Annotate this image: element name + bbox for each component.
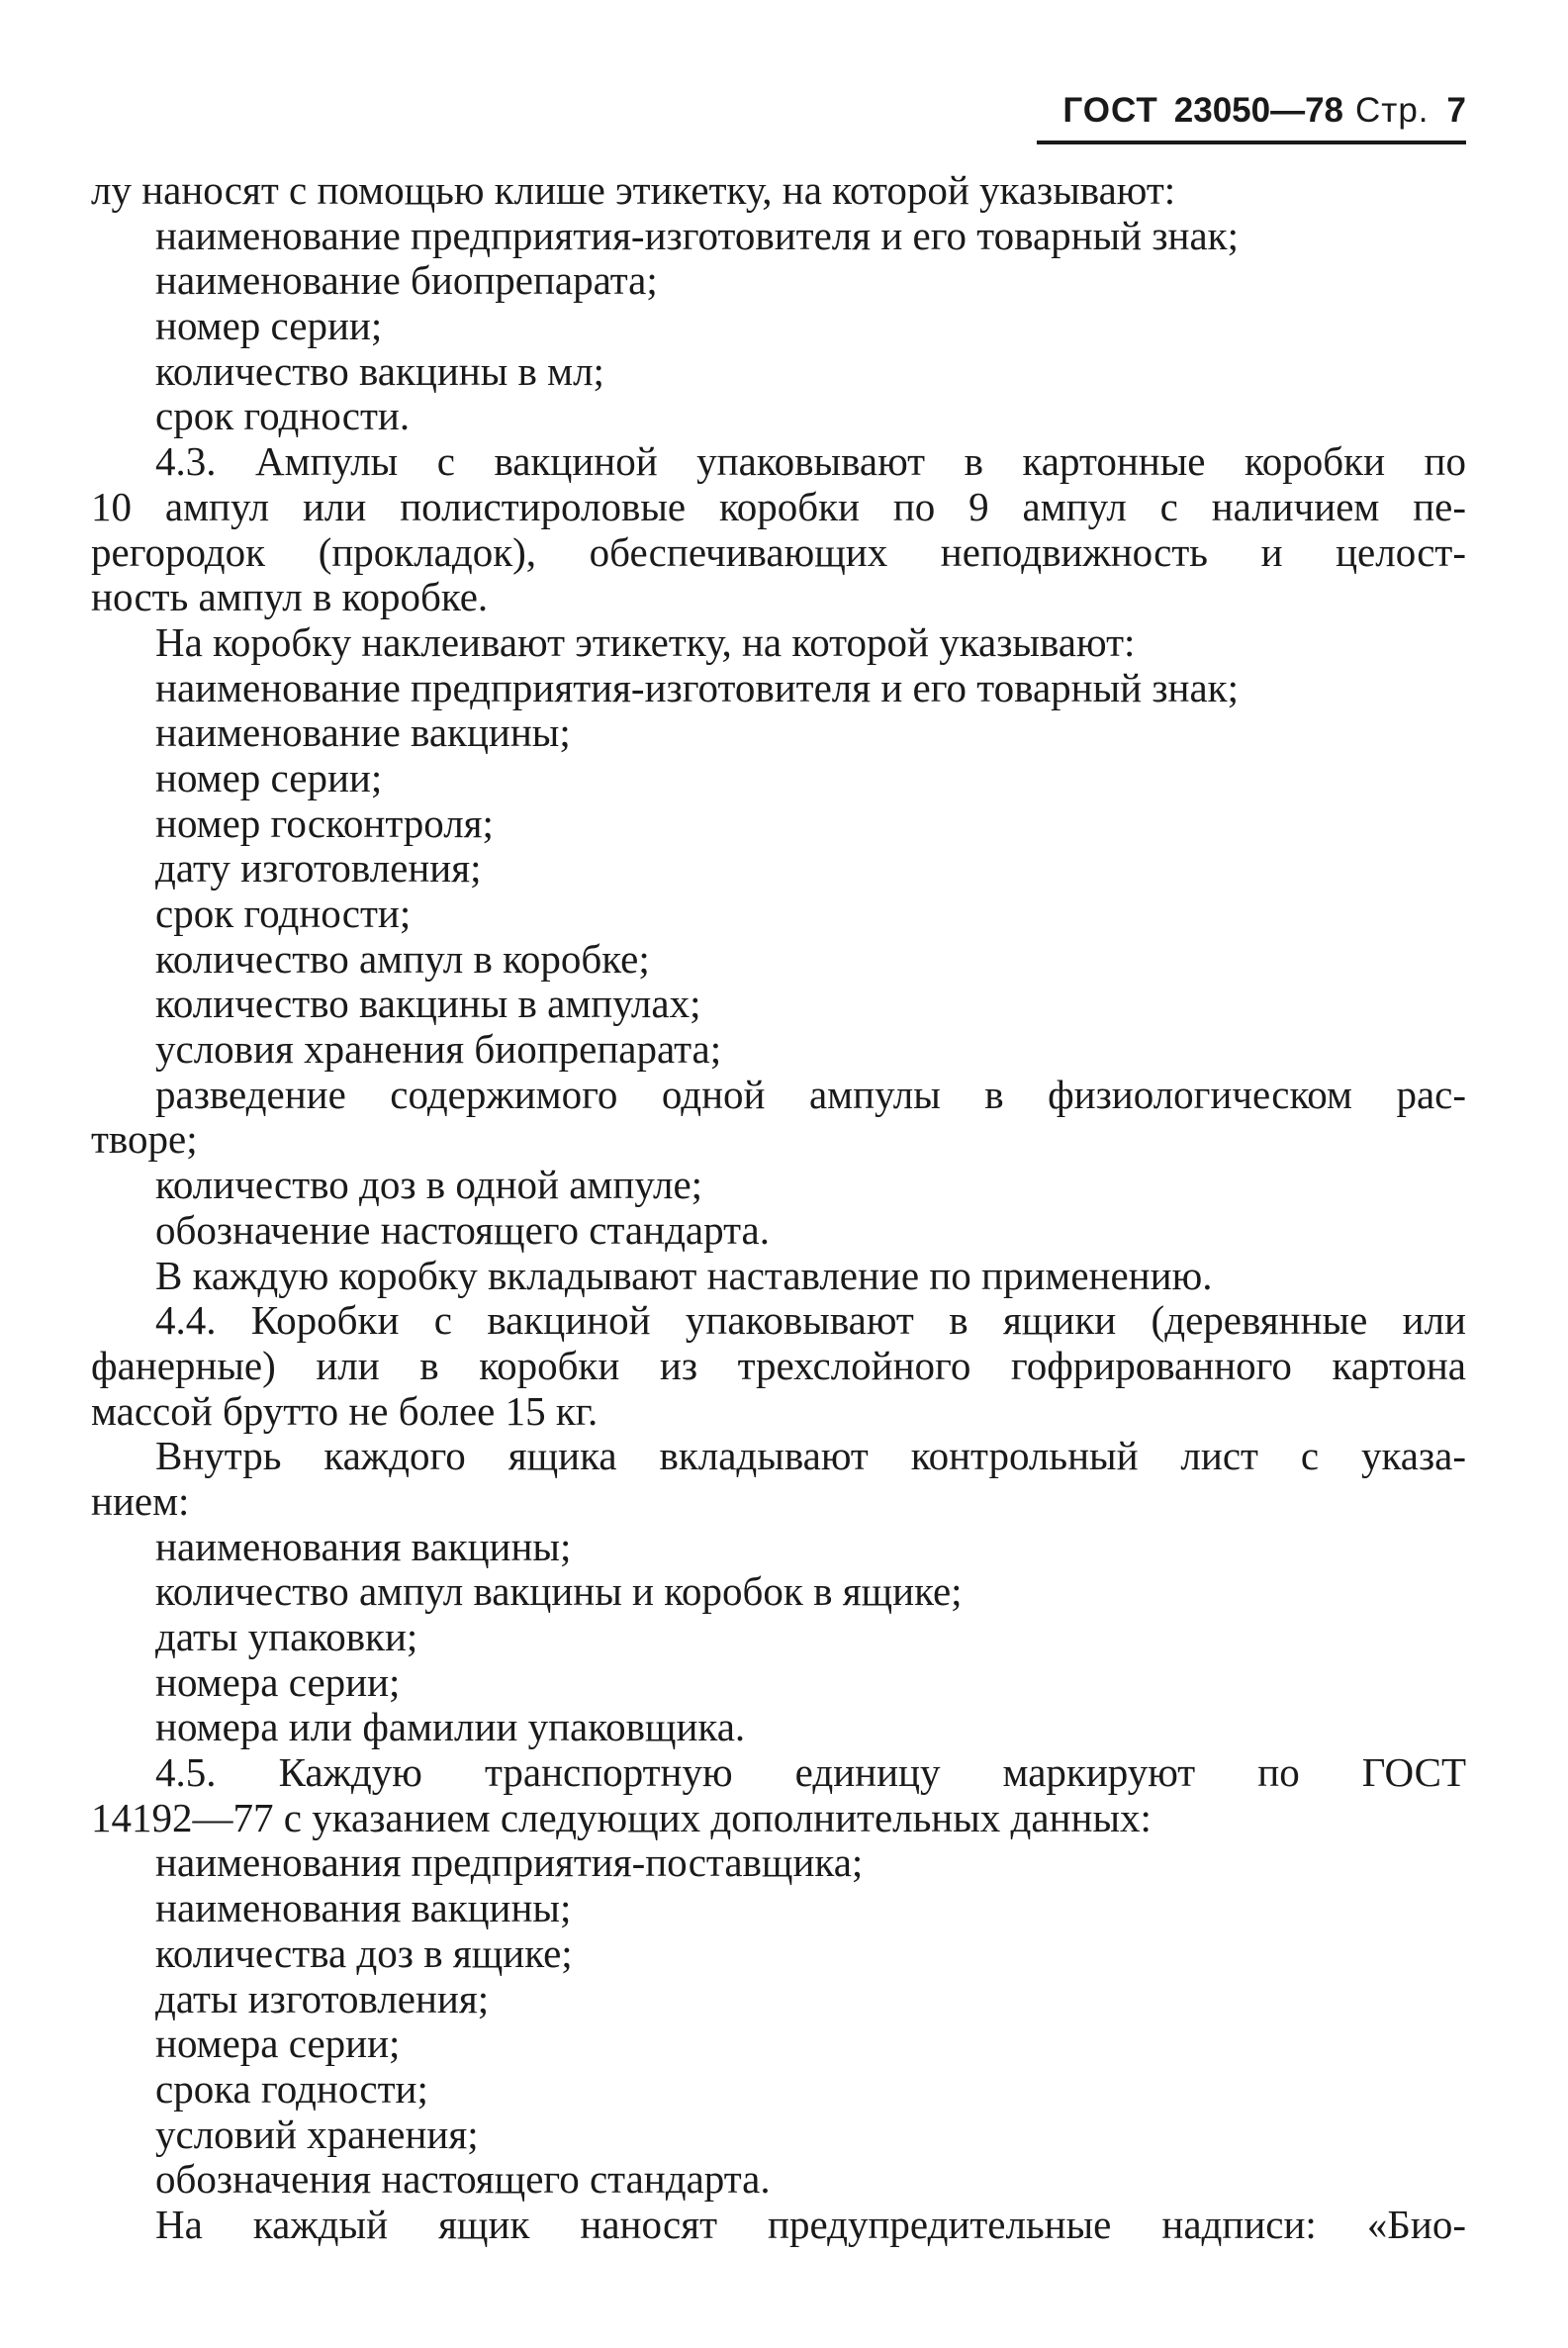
text-line: номер серии; (155, 303, 383, 349)
text-line: номера или фамилии упаковщика. (155, 1704, 746, 1750)
text-line: 4.5. Каждую транспортную единицу маркируют по ГОСТ (155, 1749, 1466, 1796)
text-line: ность ампул в коробке. (91, 574, 489, 620)
document-body (91, 168, 1466, 2248)
text-line: срока годности; (155, 2065, 428, 2112)
text-line: На каждый ящик наносят предупредительные надписи: «Био- (155, 2201, 1466, 2247)
text-line: наименование биопрепарата; (155, 257, 658, 304)
text-line: обозначения настоящего стандарта. (155, 2156, 771, 2203)
text-line: номера серии; (155, 2020, 401, 2067)
text-line: массой брутто не более 15 кг. (91, 1387, 599, 1434)
text-line: даты упаковки; (155, 1614, 418, 1659)
text-line: количество доз в одной ампуле; (155, 1162, 703, 1208)
page-header (1037, 83, 1466, 144)
text-line: номер серии; (155, 754, 383, 800)
text-line: 4.3. Ампулы с вакциной упаковывают в картонные коробки по (155, 438, 1466, 485)
text-line: наименования вакцины; (155, 1885, 572, 1931)
text-line: разведение содержимого одной ампулы в физиологическом рас- (155, 1071, 1466, 1117)
text-line: 14192—77 с указанием следующих дополнительных данных: (91, 1794, 1152, 1840)
text-line: наименование предприятия-изготовителя и его товарный знак; (155, 212, 1239, 258)
text-line: даты изготовления; (155, 1975, 490, 2021)
text-line: номера серии; (155, 1658, 401, 1705)
text-line: дату изготовления; (155, 845, 482, 892)
text-line: количество ампул в коробке; (155, 935, 650, 982)
text-line: наименование предприятия-изготовителя и его товарный знак; (155, 664, 1239, 710)
text-line: регородок (прокладок), обеспечивающих неподвижность и целост- (91, 528, 1466, 575)
header-page-number: 7 (1446, 91, 1466, 130)
text-line: количество ампул вакцины и коробок в ящике; (155, 1568, 963, 1615)
text-line: наименования предприятия-поставщика; (155, 1839, 864, 1886)
text-line: срок годности; (155, 891, 412, 936)
text-line: обозначение настоящего стандарта. (155, 1206, 770, 1253)
text-line: нием: (91, 1477, 190, 1524)
text-line: срок годности. (155, 393, 411, 439)
text-line: номер госконтроля; (155, 799, 494, 846)
header-standard: ГОСТ (1062, 91, 1158, 130)
text-line: лу наносят с помощью клише этикетку, на которой указывают: (91, 167, 1176, 213)
text-line: В каждую коробку вкладывают наставление по применению. (155, 1252, 1213, 1298)
header-page-label: Стр. (1355, 91, 1430, 130)
text-line: 10 ампул или полистироловые коробки по 9 ампул с наличием пе- (91, 483, 1466, 529)
text-line: условий хранения; (155, 2111, 479, 2157)
text-line: количества доз в ящике; (155, 1929, 573, 1976)
text-line: На коробку наклеивают этикетку, на которой указывают: (155, 618, 1136, 665)
text-line: Внутрь каждого ящика вкладывают контрольный лист с указа- (155, 1433, 1466, 1479)
text-line: 4.4. Коробки с вакциной упаковывают в ящики (деревянные или (155, 1297, 1466, 1344)
text-line: количество вакцины в мл; (155, 347, 604, 394)
header-standard-number: 23050—78 (1173, 91, 1344, 130)
text-line: наименование вакцины; (155, 709, 571, 756)
text-line: условия хранения биопрепарата; (155, 1026, 722, 1073)
text-line: фанерные) или в коробки из трехслойного гофрированного картона (91, 1342, 1466, 1388)
text-line: количество вакцины в ампулах; (155, 981, 701, 1027)
text-line: творе; (91, 1116, 198, 1163)
text-line: наименования вакцины; (155, 1523, 572, 1569)
